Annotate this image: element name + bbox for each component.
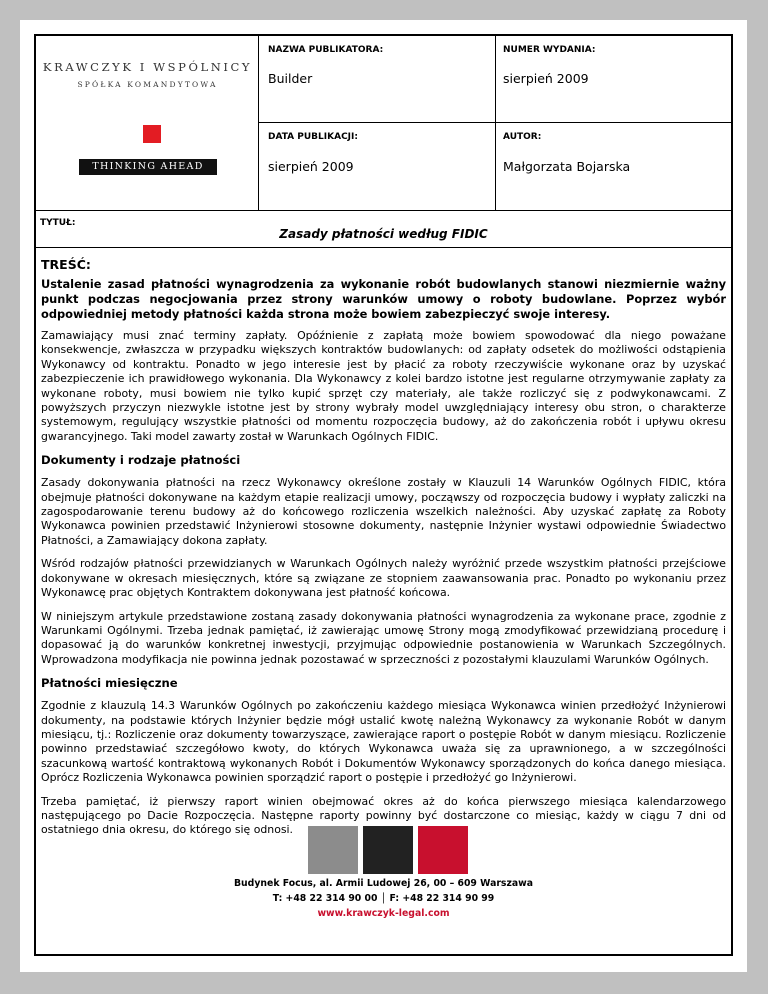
footer-address: Budynek Focus, al. Armii Ludowej 26, 00 – 609 Warszawa	[233, 878, 534, 889]
document-page	[20, 20, 747, 972]
document-frame	[34, 34, 733, 956]
footer-grey-square	[308, 826, 358, 874]
paragraph: W niniejszym artykule przedstawione zostaną zasady dokonywania płatności wynagrodzenia za wykonane prace, zgodnie z Warunkami Ogólnymi. Trzeba jednak pamiętać, iż zawierając umowę Strony mogą zmodyfikować przewidzianą procedurę i dopasować ją do warunków konkretnej inwestycji, przyjmując odpowiednie postanowienia w Warunkach Szczególnych. Wprowadzona modyfikacja nie powinna jednak pozostawać w sprzeczności z pozostałymi klauzulami Warunków Ogólnych.	[41, 609, 726, 666]
footer-phones: T: +48 22 314 90 00 │ F: +48 22 314 90 99	[272, 893, 495, 904]
divider	[259, 210, 731, 211]
author-value: Małgorzata Bojarska	[503, 159, 631, 174]
header-table	[36, 36, 731, 248]
publisher-value: Builder	[268, 71, 313, 86]
paragraph: Zgodnie z klauzulą 14.3 Warunków Ogólnych po zakończeniu każdego miesiąca Wykonawca winien przedłożyć Inżynierowi dokumenty, na podstawie których Inżynier będzie mógł ustalić kwotę należną Wykonawcy za wykonanie Robót w danym miesiącu, tj.: Rozliczenie oraz dokumenty towarzyszące, zawierające raport o postępie Robót w danym miesiącu. Rozliczenie powinno przedstawiać szczegółowo kwoty, do których Wykonawca uważa się za uprawnionego, a w szczególności szacunkową wartość kontraktową wykonanych Robót i Dokumentów Wykonawcy sporządzonych do końca danego miesiąca. Oprócz Rozliczenia Wykonawca powinien sporządzić raport o postępie i przedłożyć go Inżynierowi.	[41, 699, 726, 785]
paragraph: Zasady dokonywania płatności na rzecz Wykonawcy określone zostały w Klauzuli 14 Warunków Ogólnych FIDIC, która obejmuje płatności dokonywane na każdym etapie realizacji umowy, począwszy od rozpoczęcia budowy i wypłaty zaliczki na zagospodarowanie terenu budowy aż do końcowego rozliczenia wszelkich należności. Aby uzyskać zapłatę za Roboty Wykonawca powinien przedstawić Inżynierowi stosowne dokumenty, następnie Inżynier wystawi odpowiednie Świadectwo Płatności, a Zamawiający dokona zapłaty.	[41, 476, 726, 547]
brand-name: KRAWCZYK I WSPÓLNICY	[42, 60, 253, 74]
divider	[495, 36, 496, 211]
title-label: TYTUŁ:	[40, 218, 76, 228]
footer-website-link[interactable]: www.krawczyk-legal.com	[317, 908, 450, 919]
logo-red-square	[143, 125, 161, 143]
footer-black-square	[363, 826, 413, 874]
section-heading-documents: Dokumenty i rodzaje płatności	[41, 453, 241, 468]
issue-label: NUMER WYDANIA:	[503, 45, 596, 55]
paragraph: Zamawiający musi znać terminy zapłaty. Opóźnienie z zapłatą może bowiem spowodować dla niego poważane konsekwencje, zwłaszcza w przypadku większych kontraktów budowlanych: od zapłaty odsetek do możliwości odstąpienia Wykonawcy od kontraktu. Ponadto w jego interesie jest by płacić za roboty rzeczywiście wykonane oraz by uzyskać zabezpieczenie ich prawidłowego wykonania. Dla Wykonawcy z kolei bardzo istotne jest regularne otrzymywanie zapłaty za wykonane roboty, musi bowiem nie tylko kupić sprzęt czy materiały, ale także rozliczyć się z podwykonawcami. Z powyższych przyczyn niezwykle istotne jest by strony wybrały model uwzględniający interesy obu stron, o charakterze systemowym, regulujący wszystkie płatności od momentu rozpoczęcia budowy, aż do zakończenia robót i upływu okresu gwarancyjnego. Taki model zawarty został w Warunkach Ogólnych FIDIC.	[41, 329, 726, 443]
author-label: AUTOR:	[503, 132, 542, 142]
divider	[259, 122, 731, 123]
divider	[36, 247, 731, 248]
publisher-label: NAZWA PUBLIKATORA:	[268, 45, 384, 55]
issue-value: sierpień 2009	[503, 71, 589, 86]
article-title: Zasady płatności według FIDIC	[279, 227, 488, 241]
content-heading: TREŚĆ:	[41, 257, 91, 272]
date-value: sierpień 2009	[268, 159, 354, 174]
lead-paragraph: Ustalenie zasad płatności wynagrodzenia za wykonanie robót budowlanych stanowi niezmiernie ważny punkt podczas negocjowania przez strony warunków umowy o roboty budowlane. Poprzez wybór odpowiedniej metody płatności każda strona może bowiem zabezpieczyć swoje interesy.	[41, 277, 726, 321]
paragraph: Trzeba pamiętać, iż pierwszy raport winien obejmować okres aż do końca pierwszego miesiąca kalendarzowego następującego po Dacie Rozpoczęcia. Następne raporty powinny być dostarczone co miesiąc, każdy w ciągu 7 dni od ostatniego dnia okresu, do którego się odnosi.	[41, 794, 726, 837]
article-content	[41, 257, 726, 847]
section-heading-monthly: Płatności miesięczne	[41, 676, 178, 691]
brand-tagline: THINKING AHEAD	[79, 159, 217, 175]
logo-block	[36, 36, 259, 211]
footer-red-square	[418, 826, 468, 874]
date-label: DATA PUBLIKACJI:	[268, 132, 358, 142]
paragraph: Wśród rodzajów płatności przewidzianych w Warunkach Ogólnych należy wyróżnić przede wszystkim płatności przejściowe dokonywane w okresach miesięcznych, które są związane ze stopniem zaawansowania prac. Ponadto po wykonaniu przez Wykonawcę prac objętych Kontraktem dokonywana jest płatność końcowa.	[41, 557, 726, 600]
brand-subtitle: SPÓŁKA KOMANDYTOWA	[77, 80, 218, 89]
